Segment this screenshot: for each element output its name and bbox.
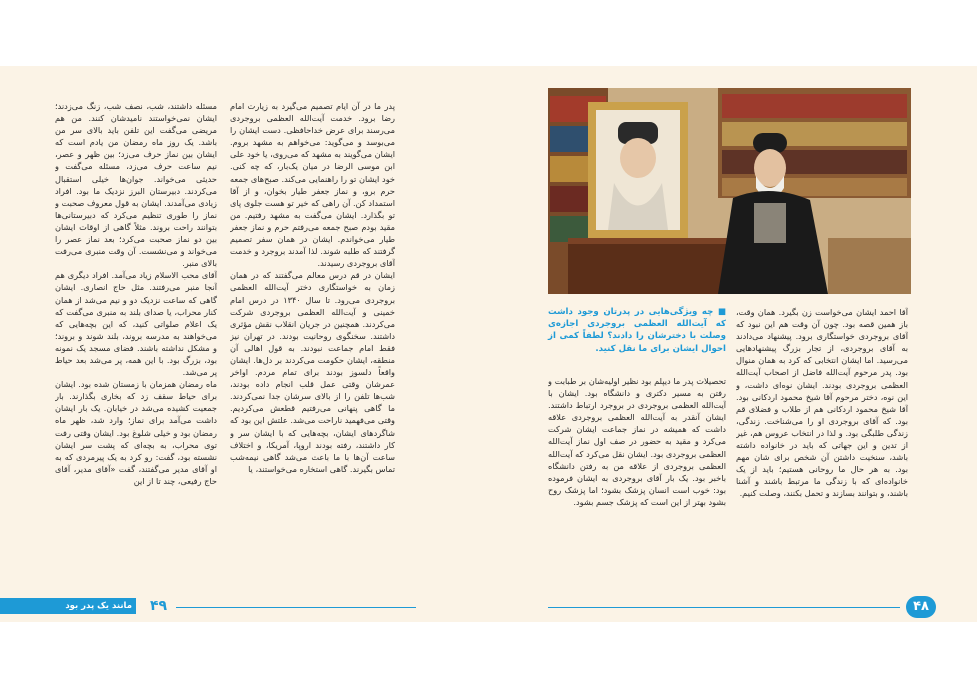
portrait-frame-icon	[588, 102, 688, 238]
right-page-inner-column: تحصیلات پدر ما دیپلم بود نظیر اولیه‌شان بر طبابت و رفتن به مسیر دکتری و دانشگاه بود. ایشان با آیت‌الله العظمی بروجردی در بروجرد ارتباط داشتند. ایشان آنقدر به آیت‌الله العظمی بروجردی علاقه داشت که همیشه در نماز جماعت ایشان شرکت می‌کرد و مقید به حضور در صف اول نماز آیت‌الله العظمی بروجردی بود. ایشان نقل می‌کرد که آیت‌الله العظمی بروجردی از علاقه من به رفتن دانشگاه باخبر بود. یک بار آقای بروجردی به ایشان فرموده بود: خوب است انسان پزشک بشود؛ اما پزشک روح بشود بهتر از این است که پزشک جسم بشود.	[548, 376, 726, 507]
page-number-right: ۴۸	[906, 596, 936, 618]
interview-photo	[548, 88, 911, 294]
top-margin	[0, 0, 977, 66]
footer-rule-left	[176, 607, 416, 608]
bottom-margin	[0, 622, 977, 694]
page-number-left: ۴۹	[150, 598, 168, 614]
right-page-outer-column: آقا احمد ایشان می‌خواست زن بگیرد. همان وقت، باز همین قصه بود. چون آن وقت هم این نبود که آقای بروجردی خواستگاری برود. پیشنهاد می‌دادند به آقای بروجردی، از تجار بزرگ پیشنهادهایی می‌رسید. اما ایشان انتخابی که کرد به همان منوال بود. پدر مرحوم آیت‌الله فاضل از اصحاب آیت‌الله العظمی بروجردی بودند. ایشان نوه‌ای داشت، و این نوه، دختر مرحوم آقا شیخ محمود اردکانی بود. آقا شیخ محمود اردکانی هم از طلاب و فضلای قم بود. که آقای بروجردی او را می‌شناخت. زندگی، زندگی طلبگی بود. و لذا در انتخاب عروس هم، غیر از تدین و این جهاتی که باید در خانواده داشته باشد، سنخیت داشتن آن شخص برای شان مهم بود. به هر حال ما روحانی هستیم؛ باید از یک خانواده‌ای که با زندگی ما مرتبط باشند و آشنا باشند، و بتوانند بسازند و تحمل بکنند، وصلت کنیم.	[736, 307, 908, 499]
footer-title: مانند یک پدر بود	[65, 601, 132, 611]
interview-question: ■ چه ویژگی‌هایی در پدرتان وجود داشت که آیت‌الله العظمی بروجردی اجازه‌ی وصلت با دخترشان را دادند؟ لطفاً کمی از احوال ایشان برای ما نقل کنید.	[548, 307, 726, 354]
left-page-outer-column: مسئله داشتند، شب، نصف شب، زنگ می‌زدند؛ ایشان نمی‌خواستند نامیدشان کنند. من هم مریضی می‌گفت این تلفن باید بالای سر من باشد. یک روز ماه رمضان من یادم است که ایشان بین نماز حرف می‌زد؛ بین ظهر و عصر، نیم ساعت حرف می‌زد، مسئله می‌گفت و حدیثی می‌خواند. جوان‌ها خیلی استقبال می‌کردند. دبیرستان البرز نزدیک ما بود. افراد زیادی می‌آمدند. ایشان به قول معروف صحبت و نماز را طوری تنظیم می‌کرد که دبیرستانی‌ها بتوانند راحت بروند. مثلاً گاهی از اوقات ایشان بین دو نماز صحبت می‌کرد؛ بعد نماز عصر را می‌خواند و می‌نشست. آن وقت منبری می‌رفت بالای منبر. آقای محب الاسلام زیاد می‌آمد. افراد دیگری هم آنجا منبر می‌رفتند. مثل حاج انصاری. ایشان گاهی که ساعت نزدیک دو و نیم می‌شد از همان کنار محراب، یا صدای بلند به منبری می‌گفت که یک اعلام صلواتی کنید، که این بچه‌هایی که می‌خواهند به مدرسه بروند، بلند شوند و بروند؛ و مشکل نداشته باشند. فضای مسجد یک نمونه بود، بزرگ بود. با این همه، پر می‌شد بعد حیاط پر می‌شد. ماه رمضان همزمان با زمستان شده بود. ایشان برای حیاط سقف زد که بخاری بگذارند. بار جمعیت کشیده می‌شد در خیابان. یک بار ایشان داشت می‌آمد برای نماز؛ وارد شد، ظهر ماه رمضان بود و خیلی شلوغ بود. ایشان وقتی رفت توی محراب، به بچه‌ای که پشت سر ایشان نشسته بود، گفت: رو کرد به یک پیرمردی که به او آقای مدیر می‌گفتند، گفت «آقای مدیر، آقای حاج رفیعی، چند تا از این	[55, 101, 217, 486]
left-page-inner-column: پدر ما در آن ایام تصمیم می‌گیرد به زیارت امام رضا برود. خدمت آیت‌الله العظمی بروجردی می‌رسند برای عرض خداحافظی. دست ایشان را می‌بوسد و می‌گوید: می‌خواهم به مشهد بروم. ایشان می‌گویند به مشهد که می‌روی، یا خود علی ابن موسی الرضا در میان یک‌بار، که چه کنی. خود ایشان تو را راهنمایی می‌کند. صبح‌های جمعه حرم برو، و نماز جعفر طیار بخوان، و از آقا استمداد کن. آن راهی که خیر تو هست جلوی پای تو بگذارد. ایشان می‌گفت به مشهد رفتیم. من مقید بودم صبح جمعه می‌رفتم حرم و نماز جعفر طیار می‌خواندم. ایشان در همان سفر تصمیم گرفتند که طلبه شوند. لذا آمدند بروجرد و خدمت آقای بروجردی رسیدند. ایشان در قم درس معالم می‌گفتند که در همان زمان به خواستگاری دختر آیت‌الله العظمی بروجردی می‌رود. تا سال ۱۳۴۰ در درس امام خمینی و آیت‌الله العظمی بروجردی شرکت می‌کردند. همچنین در جریان انقلاب نقش مؤثری داشتند. سخنگوی روحانیت بودند. در تهران نیز فقط امام جماعت نبودند. به قول اهالی آن منطقه، ایشان حکومت می‌کردند بر دل‌ها. ایشان واقعاً دلسوز بودند برای تمام مردم. اواخر عمرشان وقتی عمل قلب انجام داده بودند، شب‌ها تلفن را از بالای سرشان جدا نمی‌کردند. ما گاهی پنهانی می‌رفتیم قطعش می‌کردیم. وقتی می‌فهمید ناراحت می‌شد. علتش این بود که شاگردهای ایشان، بچه‌هایی که با ایشان سر و کار داشتند، رفته بودند اروپا، آمریکا، و اختلاف ساعت آن‌ها با ما باعث می‌شد گاهی نیمه‌شب تماس بگیرند. گاهی استخاره می‌خواستند، یا	[230, 101, 395, 474]
footer-rule-right	[548, 607, 900, 608]
